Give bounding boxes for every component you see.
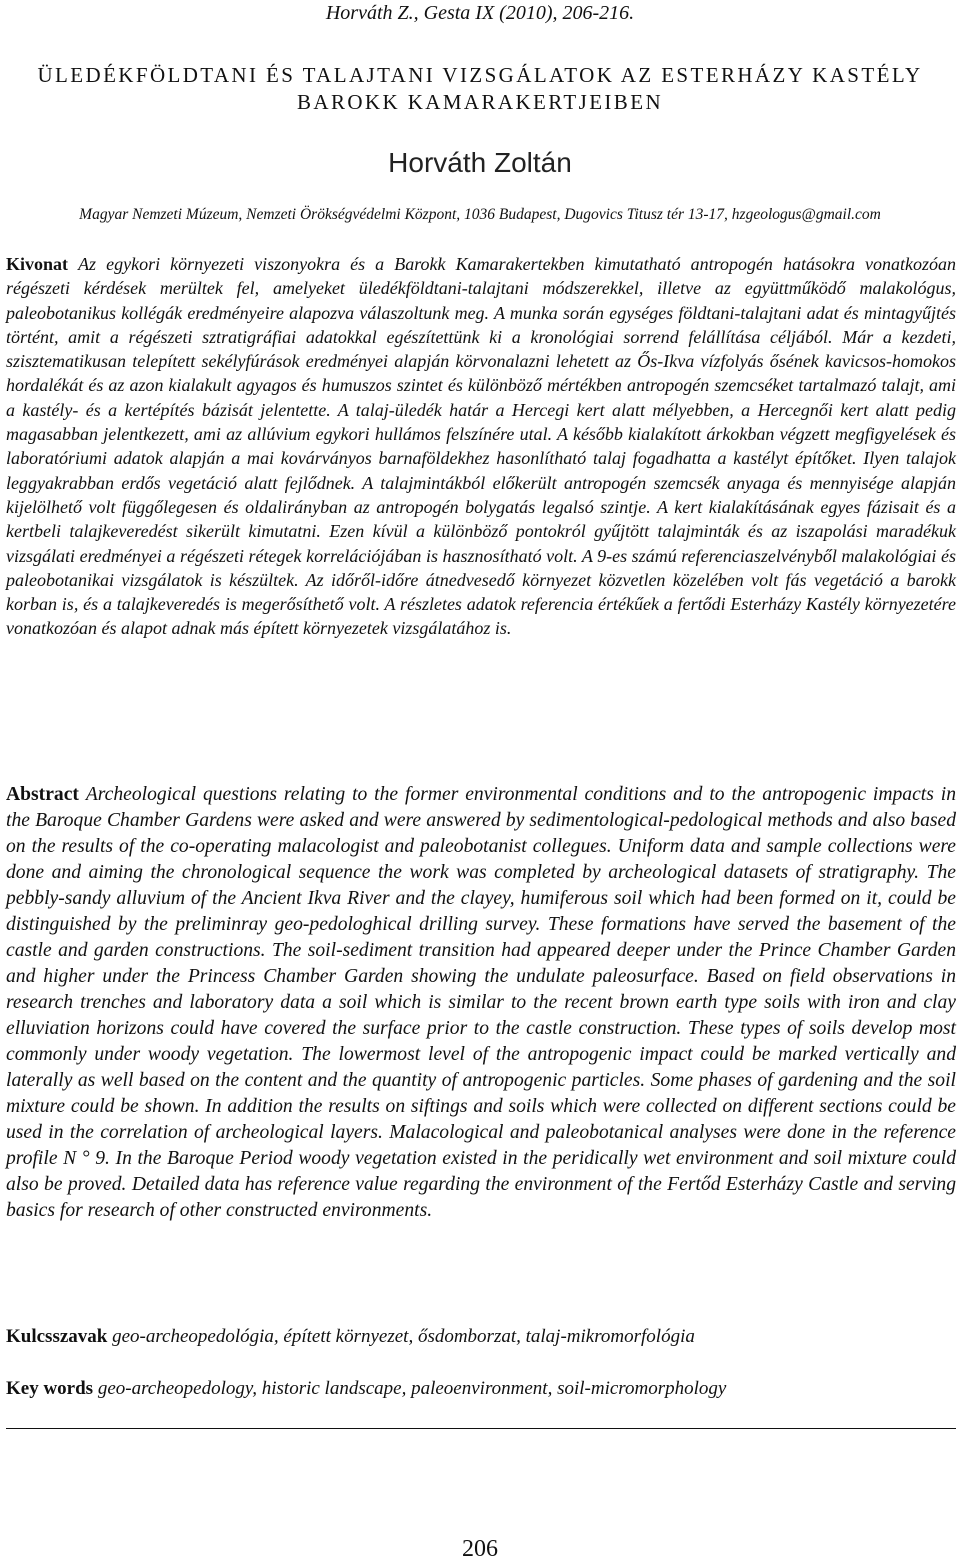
kulcsszavak-section (6, 1324, 956, 1350)
kulcsszavak-text: geo-archeopedológia, épített környezet, ősdomborzat, talaj-mikromorfológia (112, 1326, 695, 1347)
title-line-2: BAROKK KAMARAKERTJEIBEN (296, 90, 664, 114)
author-name: Horváth Zoltán (388, 147, 572, 178)
article-title (0, 62, 960, 116)
keywords-section (6, 1376, 956, 1402)
keywords-label: Key words (6, 1378, 94, 1399)
section-divider (6, 1428, 956, 1429)
citation-header: Horváth Z., Gesta IX (2010), 206-216. (325, 2, 635, 24)
keywords-text: geo-archeopedology, historic landscape, paleoenvironment, soil-micromorphology (97, 1378, 727, 1399)
abstract-text: Archeological questions relating to the former environmental conditions and to the antropogenic impacts in the Baroque Chamber Gardens were asked and were answered by sedimentological-pedological methods and also based on the results of the co-operating malacologist and paleobotanist collegues. Uniform data and sample collections were done and aiming the chronological sequence the work was completed by archeological datasets of stratigraphy. The pebbly-sandy alluvium of the Ancient Ikva River and the clayey, humiferous soil which had been formed on it, could be distinguished by the preliminray geo-pedologhical drilling survey. These formations have served the basement of the castle and garden constructions. The soil-sediment transition had appeared deeper under the Prince Chamber Garden and higher under the Princess Chamber Garden showing the undulate paleosurface. Based on field observations in research trenches and laboratory data a soil which is similar to the recent brown earth type soils with iron and clay elluviation horizons could have covered the surface prior to the castle construction. These types of soils develop most commonly under woody vegetation. The lowermost level of the antropogenic impact could be marked vertically and laterally as well based on the content and the quantity of antropogenic particles. Some phases of gardening and the soil mixture could be shown. In addition the results on siftings and soils which were collected on different sections could be used in the correlation of archeological layers. Malacological and paleobotanical analyses were done in the reference profile N ° 9. In the Baroque Period woody vegetation existed in the peridically wet environment and soil mixture could also be proved. Detailed data has reference value regarding the environment of the Fertőd Esterházy Castle and serving basics for research of other constructed environments. (6, 784, 956, 1221)
author-affiliation: Magyar Nemzeti Múzeum, Nemzeti Örökségvédelmi Központ, 1036 Budapest, Dugovics Titusz tér 13-17, hzgeologus@gmail.com (79, 206, 881, 223)
abstract-label: Abstract (6, 784, 79, 805)
kulcsszavak-label: Kulcsszavak (6, 1326, 108, 1347)
kivonat-text: Az egykori környezeti viszonyokra és a Barokk Kamarakertekben kimutatható antropogén hatásokra vonatkozóan régészeti kérdések merültek fel, amelyeket üledékföldtani-talajtani módszerekkel, illetve az együttműködő malakológus, paleobotanikus kollégák eredményeire alapozva válaszoltunk meg. A munka során egységes földtani-talajtani adat és mintagyűjtés történt, amit a régészeti sztratigráfiai adatokkal egészítettünk ki a kronológiai sorrend felállítása céljából. Már a kezdeti, szisztematikusan telepített sekélyfúrások eredményei alapján körvonalazni lehetett az Ős-Ikva vízfolyás ősének kavicsos-homokos hordalékát és az azon kialakult agyagos és humuszos szintet és különböző mértékben antropogén szemcséket tartalmazó talajt, ami a kastély- és a kertépítés bázisát jelentette. A talaj-üledék határ a Hercegi kert alatt mélyebben, a Hercegnői kert alatt pedig magasabban jelentkezett, ami az allúvium egykori hullámos felszínére utal. A később kialakított árkokban végzett megfigyelések és laboratóriumi adatok alapján a mai kovárványos barnaföldekhez hasonlítható talaj fogadhatta a kastélyt építőket. Ilyen talajok leggyakrabban erdős vegetáció alatt fejlődnek. A talajmintákból előkerült antropogén szemcsék anyaga és mennyisége alapján kijelölhető volt függőlegesen és oldalirányban az antropogén bolygatás legalsó szintje. A kert kialakításának egyes fázisait és a kertbeli talajkeveredést sikerült kimutatni. Ezen kívül a különböző pontokról gyűjtött talajminták és az iszapolási maradékuk vizsgálati eredményei a régészeti rétegek korrelációjában is hasznosítható volt. A 9-es számú referenciaszelvényből malakológiai és paleobotanikai vizsgálatok is készültek. Az időről-időre átnedvesedő környezet közvetlen közelében volt fás vegetáció a barokk korban is, és a talajkeveredés is megerősíthető volt. A részletes adatok referencia értékűek a fertődi Esterházy Kastély környezetére vonatkozóan és alapot adnak más épített környezetek vizsgálatához is. (6, 254, 957, 639)
page-number: 206 (462, 1536, 498, 1562)
title-line-1: ÜLEDÉKFÖLDTANI ÉS TALAJTANI VIZSGÁLATOK AZ ESTERHÁZY KASTÉLY (37, 63, 923, 87)
kivonat-section (6, 252, 956, 641)
kivonat-label: Kivonat (6, 254, 69, 274)
abstract-section (6, 782, 956, 1224)
